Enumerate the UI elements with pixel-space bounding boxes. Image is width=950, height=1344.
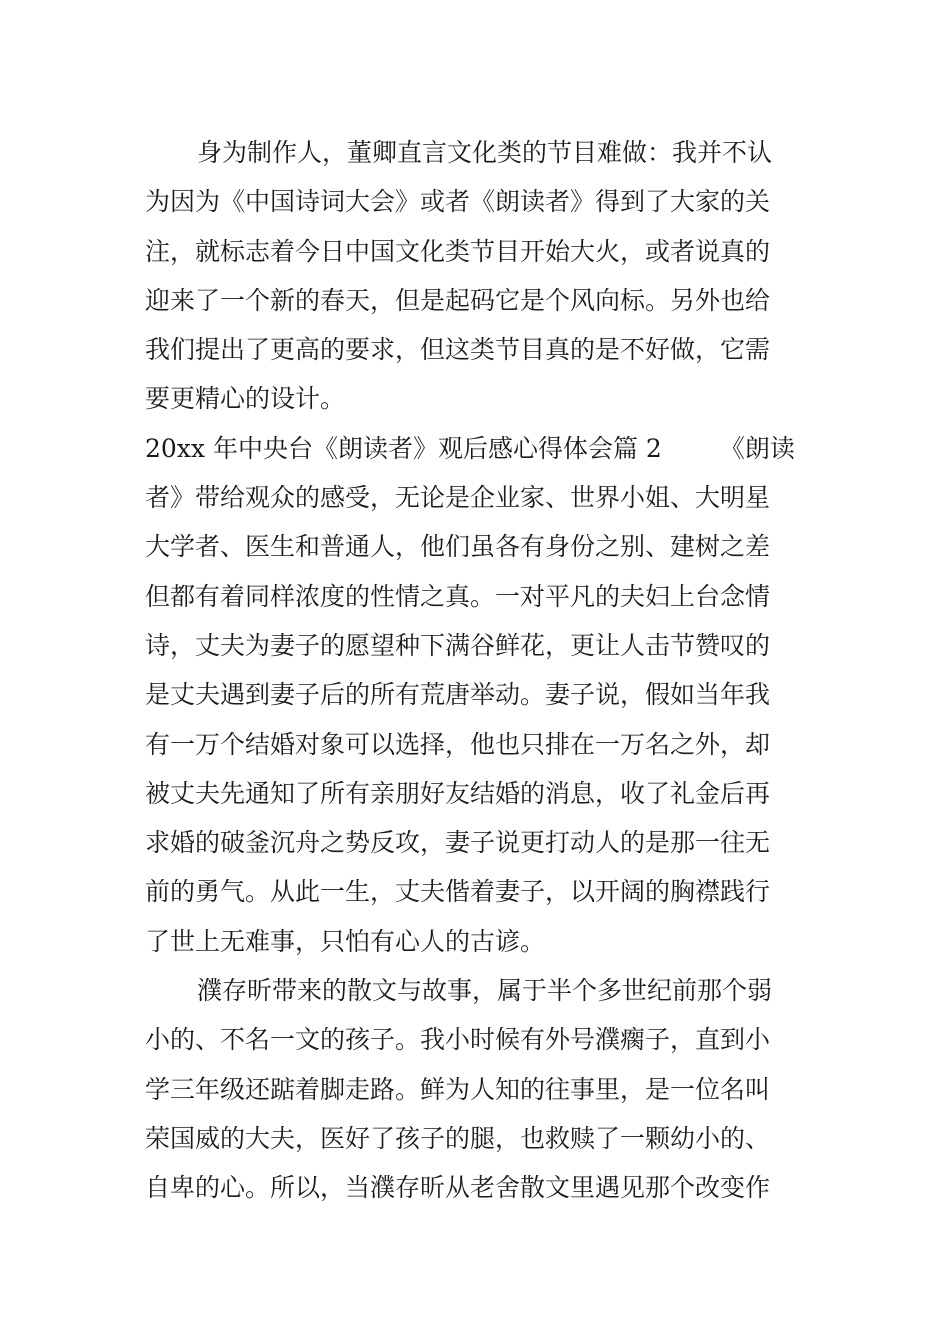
paragraph-3-line-1: 濮存昕带来的散文与故事，属于半个多世纪前那个弱 xyxy=(197,976,773,1006)
paragraph-1-line-5: 我们提出了更高的要求，但这类节目真的是不好做，它需 xyxy=(145,335,771,365)
document-body xyxy=(145,128,810,1213)
paragraph-1-line-4: 迎来了一个新的春天，但是起码它是个风向标。另外也给 xyxy=(145,285,771,315)
paragraph-2-line-4: 诗，丈夫为妻子的愿望种下满谷鲜花，更让人击节赞叹的 xyxy=(145,630,771,660)
paragraph-1-line-6: 要更精心的设计。 xyxy=(145,384,346,414)
paragraph-1-line-1: 身为制作人，董卿直言文化类的节目难做：我并不认 xyxy=(197,138,773,167)
paragraph-2-line-5: 是丈夫遇到妻子后的所有荒唐举动。妻子说，假如当年我 xyxy=(145,680,771,710)
section-heading: 20xx 年中央台《朗读者》观后感心得体会篇 2 xyxy=(145,433,662,463)
paragraph-1-line-3: 注，就标志着今日中国文化类节目开始大火，或者说真的 xyxy=(145,236,771,266)
paragraph-3-line-3: 学三年级还踮着脚走路。鲜为人知的往事里，是一位名叫 xyxy=(145,1074,771,1104)
paragraph-1-line-2: 为因为《中国诗词大会》或者《朗读者》得到了大家的关 xyxy=(145,187,771,217)
paragraph-2-start: 《朗读 xyxy=(719,433,795,463)
paragraph-2-line-7: 被丈夫先通知了所有亲朋好友结婚的消息，收了礼金后再 xyxy=(145,778,771,808)
paragraph-3-line-5: 自卑的心。所以，当濮存昕从老舍散文里遇见那个改变作 xyxy=(145,1173,771,1203)
paragraph-2-line-8: 求婚的破釜沉舟之势反攻，妻子说更打动人的是那一往无 xyxy=(145,828,771,858)
paragraph-2-line-10: 了世上无难事，只怕有心人的古谚。 xyxy=(145,926,546,956)
paragraph-2-line-3: 但都有着同样浓度的性情之真。一对平凡的夫妇上台念情 xyxy=(145,581,771,611)
paragraph-3-line-4: 荣国威的大夫，医好了孩子的腿，也救赎了一颗幼小的、 xyxy=(145,1123,771,1153)
paragraph-2-line-1: 者》带给观众的感受，无论是企业家、世界小姐、大明星 xyxy=(145,483,771,513)
section-heading-line xyxy=(145,424,810,473)
paragraph-3-line-2: 小的、不名一文的孩子。我小时候有外号濮瘸子，直到小 xyxy=(145,1025,771,1055)
paragraph-2-line-6: 有一万个结婚对象可以选择，他也只排在一万名之外，却 xyxy=(145,729,771,759)
paragraph-2-line-9: 前的勇气。从此一生，丈夫偕着妻子，以开阔的胸襟践行 xyxy=(145,877,771,907)
paragraph-2-line-2: 大学者、医生和普通人，他们虽各有身份之别、建树之差 xyxy=(145,532,771,562)
